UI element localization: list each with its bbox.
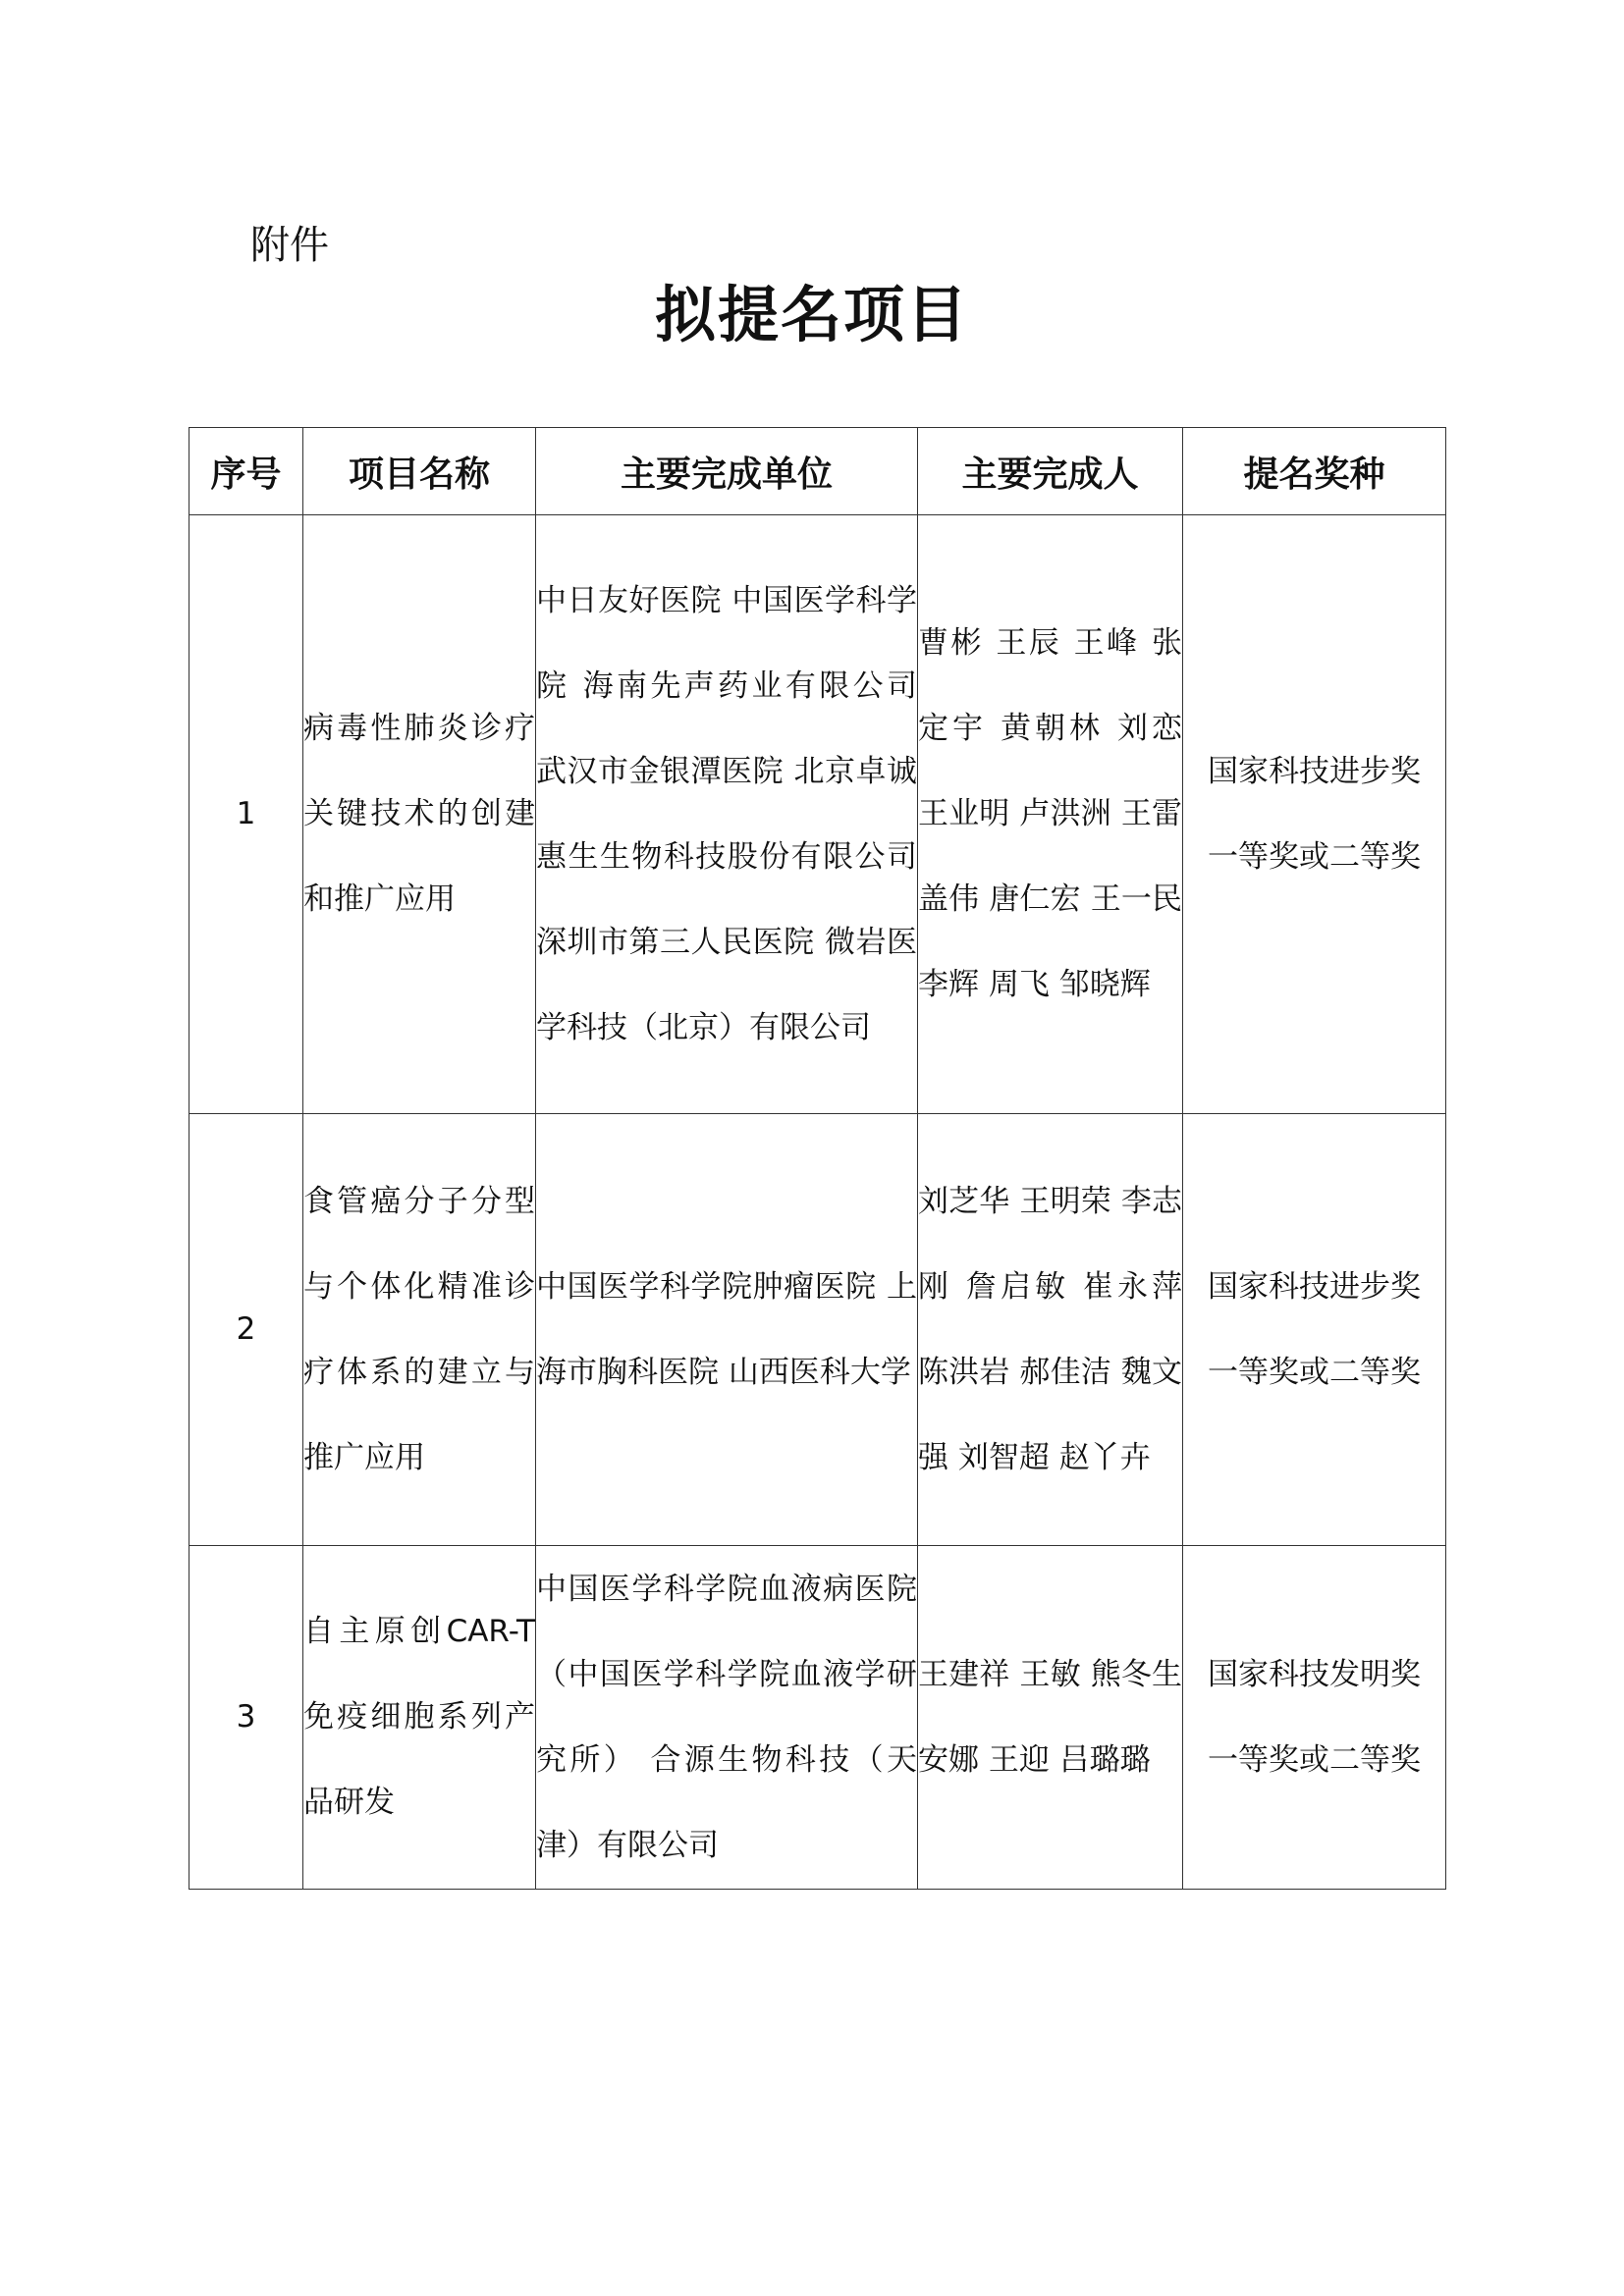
row-project-name: 自主原创CAR-T免疫细胞系列产品研发 (303, 1546, 536, 1890)
header-main-units: 主要完成单位 (536, 428, 918, 515)
table-row (189, 1114, 1446, 1546)
row-award-type (1183, 515, 1446, 1114)
row-main-units: 中国医学科学院血液病医院（中国医学科学院血液学研究所） 合源生物科技（天津）有限公司 (536, 1546, 918, 1890)
award-category: 国家科技发明奖 (1208, 1656, 1421, 1692)
row-seq: 3 (189, 1546, 303, 1890)
table-row (189, 515, 1446, 1114)
header-project-name: 项目名称 (303, 428, 536, 515)
award-grade: 一等奖或二等奖 (1208, 1354, 1421, 1390)
row-award-type (1183, 1546, 1446, 1890)
page-title: 拟提名项目 (654, 279, 969, 350)
row-project-name: 食管癌分子分型与个体化精准诊疗体系的建立与推广应用 (303, 1114, 536, 1546)
nomination-table (189, 427, 1446, 1890)
award-grade: 一等奖或二等奖 (1208, 838, 1421, 875)
row-main-units: 中日友好医院 中国医学科学院 海南先声药业有限公司 武汉市金银潭医院 北京卓诚惠生生物科技股份有限公司 深圳市第三人民医院 微岩医学科技（北京）有限公司 (536, 515, 918, 1114)
attachment-label: 附件 (250, 223, 329, 268)
row-project-name: 病毒性肺炎诊疗关键技术的创建和推广应用 (303, 515, 536, 1114)
row-seq: 2 (189, 1114, 303, 1546)
table-row (189, 1546, 1446, 1890)
header-seq: 序号 (189, 428, 303, 515)
row-seq: 1 (189, 515, 303, 1114)
row-award-type (1183, 1114, 1446, 1546)
row-main-persons: 曹彬 王辰 王峰 张定宇 黄朝林 刘恋 王业明 卢洪洲 王雷 盖伟 唐仁宏 王一民 李辉 周飞 邹晓辉 (918, 515, 1183, 1114)
row-main-persons: 王建祥 王敏 熊冬生 安娜 王迎 吕璐璐 (918, 1546, 1183, 1890)
row-main-units: 中国医学科学院肿瘤医院 上海市胸科医院 山西医科大学 (536, 1114, 918, 1546)
row-main-persons: 刘芝华 王明荣 李志刚 詹启敏 崔永萍 陈洪岩 郝佳洁 魏文强 刘智超 赵丫卉 (918, 1114, 1183, 1546)
table-header-row (189, 428, 1446, 515)
award-grade: 一等奖或二等奖 (1208, 1741, 1421, 1778)
header-main-persons: 主要完成人 (918, 428, 1183, 515)
header-award-type: 提名奖种 (1183, 428, 1446, 515)
award-category: 国家科技进步奖 (1208, 1268, 1421, 1305)
award-category: 国家科技进步奖 (1208, 753, 1421, 789)
